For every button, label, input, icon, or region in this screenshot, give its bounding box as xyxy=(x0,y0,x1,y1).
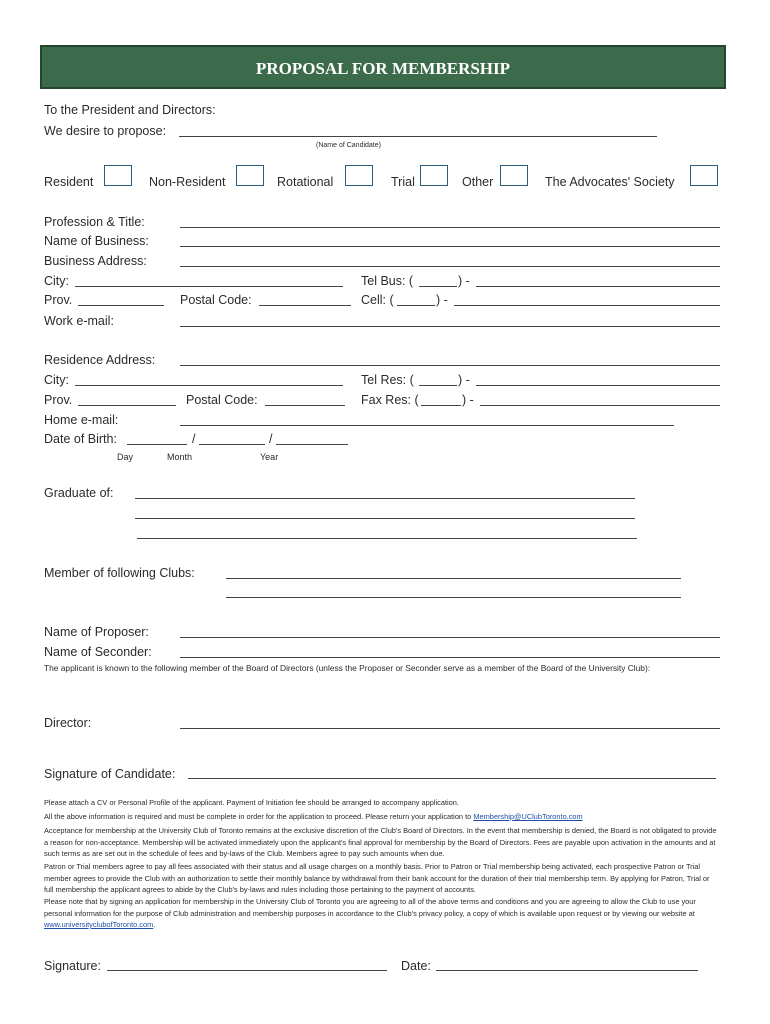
dob-slash-2: / xyxy=(269,432,273,446)
date-field[interactable] xyxy=(436,970,698,971)
tel-res-area-field[interactable] xyxy=(419,385,457,386)
other-checkbox[interactable] xyxy=(500,165,528,186)
form-title: PROPOSAL FOR MEMBERSHIP xyxy=(255,59,511,78)
tel-res-label: Tel Res: ( xyxy=(361,373,414,387)
candidate-name-field[interactable] xyxy=(179,136,657,137)
graduate-label: Graduate of: xyxy=(44,486,114,500)
graduate-field-3[interactable] xyxy=(137,538,637,539)
dob-slash-1: / xyxy=(192,432,196,446)
dob-year-hint: Year xyxy=(260,452,279,462)
tel-bus-dash: ) - xyxy=(458,274,470,288)
candidate-signature-label: Signature of Candidate: xyxy=(44,767,176,781)
fineprint-acceptance: Acceptance for membership at the University Club of Toronto remains at the exclusive discretion of the Club's Board of Directors. In the event that membership is denied, the Board is not obligated to provide a reason for non-acceptance. Membership will be activated immediately upon the applicant's final approval for membership by the Board of Directors. Fees are payable upon activation in the amounts and at such terms as are set out in the schedule of fees and by-laws of the Club. Members agree to pay such amounts when due. xyxy=(44,826,717,858)
business-prov-field[interactable] xyxy=(78,305,164,306)
clubs-field-2[interactable] xyxy=(226,597,681,598)
tel-res-dash: ) - xyxy=(458,373,470,387)
residence-address-field[interactable] xyxy=(180,365,720,366)
fineprint-required xyxy=(44,811,720,823)
business-name-label: Name of Business: xyxy=(44,234,149,248)
category-trial-label: Trial xyxy=(391,175,415,189)
category-advocates-label: The Advocates' Society xyxy=(545,175,675,189)
seconder-label: Name of Seconder: xyxy=(44,645,152,659)
category-nonresident-label: Non-Resident xyxy=(149,175,226,189)
fineprint-patron: Patron or Trial members agree to pay all fees associated with their status and all usage charges on a monthly basis. Prior to Patron or Trial membership being activated, each prospective Patron or Trial member agrees to provide the Club with an authorization to settle their monthly balance by withdrawal from their bank account for the duration of their trial membership term. By applying for Patron, Trial or full membership the applicant agrees to abide by the Club's by-laws and rules including those pertaining to the payment of accounts. xyxy=(44,862,710,894)
dob-day-field[interactable] xyxy=(127,444,187,445)
business-city-label: City: xyxy=(44,274,69,288)
business-address-field[interactable] xyxy=(180,266,720,267)
proposer-field[interactable] xyxy=(180,637,720,638)
graduate-field-1[interactable] xyxy=(135,498,635,499)
tel-res-number-field[interactable] xyxy=(476,385,720,386)
advocates-checkbox[interactable] xyxy=(690,165,718,186)
board-note-text: The applicant is known to the following member of the Board of Directors (unless the Proposer or Seconder serve as a member of the Board of the University Club): xyxy=(44,663,651,673)
fineprint-privacy-end: . xyxy=(153,920,156,929)
business-postal-field[interactable] xyxy=(259,305,351,306)
nonresident-checkbox[interactable] xyxy=(236,165,264,186)
membership-email-link[interactable]: Membership@UClubToronto.com xyxy=(473,812,583,821)
category-rotational-label: Rotational xyxy=(277,175,334,189)
clubs-label: Member of following Clubs: xyxy=(44,566,195,580)
fax-res-number-field[interactable] xyxy=(480,405,720,406)
business-prov-label: Prov. xyxy=(44,293,73,307)
form-header xyxy=(40,45,726,89)
date-label: Date: xyxy=(401,959,431,973)
tel-bus-area-field[interactable] xyxy=(419,286,457,287)
clubs-field-1[interactable] xyxy=(226,578,681,579)
proposer-label: Name of Proposer: xyxy=(44,625,149,639)
business-postal-label: Postal Code: xyxy=(180,293,252,307)
graduate-field-2[interactable] xyxy=(135,518,635,519)
fax-res-dash: ) - xyxy=(462,393,474,407)
fax-res-label: Fax Res: ( xyxy=(361,393,419,407)
cell-area-field[interactable] xyxy=(397,305,435,306)
dob-year-field[interactable] xyxy=(276,444,348,445)
tel-bus-number-field[interactable] xyxy=(476,286,720,287)
board-note xyxy=(44,662,720,675)
dob-month-hint: Month xyxy=(167,452,193,462)
fineprint-privacy-text: Please note that by signing an application for membership in the University Club of Toronto you are agreeing to all of the above terms and conditions and you are agreeing to allow the Club to use your personal information for the purpose of Club administration and membership purposes in accordance to the Club's privacy policy, a copy of which is available upon request or by viewing our website at xyxy=(44,897,696,918)
rotational-checkbox[interactable] xyxy=(345,165,373,186)
residence-city-label: City: xyxy=(44,373,69,387)
business-city-field[interactable] xyxy=(75,286,343,287)
candidate-name-hint: (Name of Candidate) xyxy=(316,142,381,149)
fax-res-area-field[interactable] xyxy=(421,405,461,406)
propose-label: We desire to propose: xyxy=(44,124,167,138)
category-other-label: Other xyxy=(462,175,494,189)
cell-label: Cell: ( xyxy=(361,293,394,307)
candidate-signature-field[interactable] xyxy=(188,778,716,779)
residence-postal-field[interactable] xyxy=(265,405,345,406)
seconder-field[interactable] xyxy=(180,657,720,658)
director-label: Director: xyxy=(44,716,92,730)
director-field[interactable] xyxy=(180,728,720,729)
addressee-text: To the President and Directors: xyxy=(44,103,216,117)
work-email-label: Work e-mail: xyxy=(44,314,114,328)
dob-month-field[interactable] xyxy=(199,444,265,445)
tel-bus-label: Tel Bus: ( xyxy=(361,274,414,288)
website-link[interactable]: www.universityclubofToronto.com xyxy=(44,920,154,929)
work-email-field[interactable] xyxy=(180,326,720,327)
residence-city-field[interactable] xyxy=(75,385,343,386)
fineprint-required-text: All the above information is required and must be complete in order for the application to proceed. Please return your application to xyxy=(44,812,474,821)
business-address-label: Business Address: xyxy=(44,254,147,268)
signature-label: Signature: xyxy=(44,959,101,973)
dob-day-hint: Day xyxy=(117,452,134,462)
residence-postal-label: Postal Code: xyxy=(186,393,258,407)
cell-number-field[interactable] xyxy=(454,305,720,306)
fineprint-privacy xyxy=(44,896,720,931)
residence-prov-field[interactable] xyxy=(78,405,176,406)
fineprint-attach: Please attach a CV or Personal Profile of the applicant. Payment of Initiation fee should be arranged to accompany application. xyxy=(44,798,459,807)
home-email-label: Home e-mail: xyxy=(44,413,119,427)
category-resident-label: Resident xyxy=(44,175,94,189)
residence-prov-label: Prov. xyxy=(44,393,73,407)
trial-checkbox[interactable] xyxy=(420,165,448,186)
resident-checkbox[interactable] xyxy=(104,165,132,186)
profession-label: Profession & Title: xyxy=(44,215,145,229)
cell-dash: ) - xyxy=(436,293,448,307)
dob-label: Date of Birth: xyxy=(44,432,117,446)
home-email-field[interactable] xyxy=(180,425,674,426)
profession-field[interactable] xyxy=(180,227,720,228)
residence-address-label: Residence Address: xyxy=(44,353,156,367)
signature-field[interactable] xyxy=(107,970,387,971)
business-name-field[interactable] xyxy=(180,246,720,247)
